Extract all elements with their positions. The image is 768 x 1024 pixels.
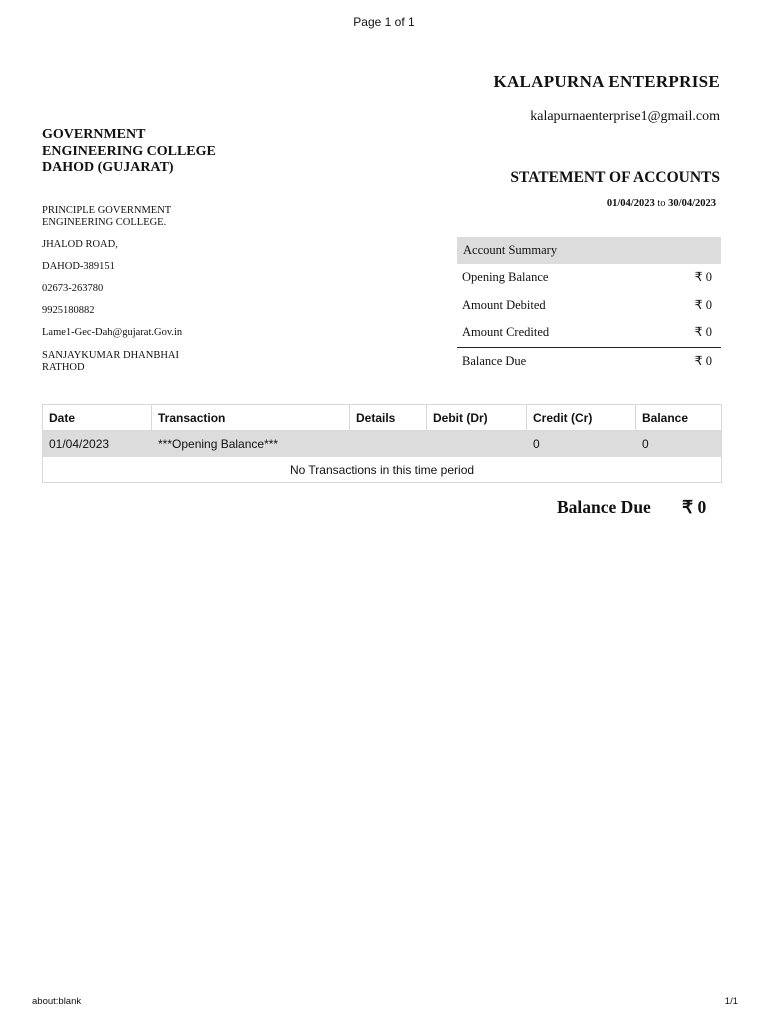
table-row (43, 431, 722, 457)
table-row-empty (43, 457, 722, 483)
summary-label: Amount Credited (462, 325, 550, 339)
cell-credit: 0 (527, 431, 636, 457)
column-header-details: Details (350, 405, 427, 431)
footer-page-count: 1/1 (724, 996, 738, 1007)
footer-url: about:blank (32, 996, 82, 1007)
summary-row-balance-due (457, 347, 721, 376)
total-balance-due-label: Balance Due (557, 497, 651, 517)
summary-amount: ₹ 0 (694, 353, 712, 368)
summary-row-opening-balance (457, 264, 721, 292)
client-phone2: 9925180882 (42, 305, 95, 316)
cell-balance: 0 (636, 431, 722, 457)
statement-title: STATEMENT OF ACCOUNTS (510, 169, 720, 186)
transactions-table (42, 404, 722, 483)
account-summary (457, 237, 721, 375)
cell-transaction: ***Opening Balance*** (152, 431, 350, 457)
summary-label: Opening Balance (462, 270, 549, 284)
summary-label: Balance Due (462, 353, 527, 368)
account-summary-title: Account Summary (457, 237, 721, 264)
statement-period (607, 198, 716, 209)
page-number-header: Page 1 of 1 (353, 15, 415, 29)
table-header-row (43, 405, 722, 431)
client-contact-name: SANJAYKUMAR DHANBHAI RATHOD (42, 350, 180, 373)
summary-row-amount-credited (457, 319, 721, 347)
column-header-credit: Credit (Cr) (527, 405, 636, 431)
column-header-balance: Balance (636, 405, 722, 431)
summary-amount: ₹ 0 (694, 297, 712, 312)
summary-amount: ₹ 0 (694, 325, 712, 339)
client-address-line2: JHALOD ROAD, (42, 239, 118, 250)
column-header-debit: Debit (Dr) (427, 405, 527, 431)
period-from: 01/04/2023 (606, 198, 655, 209)
client-name: GOVERNMENT ENGINEERING COLLEGE DAHOD (GUJARAT) (42, 127, 216, 175)
client-phone1: 02673-263780 (42, 283, 104, 294)
cell-date: 01/04/2023 (43, 431, 152, 457)
column-header-transaction: Transaction (152, 405, 350, 431)
summary-row-amount-debited (457, 292, 721, 320)
summary-amount: ₹ 0 (694, 270, 712, 284)
summary-label: Amount Debited (462, 297, 546, 312)
no-transactions-message: No Transactions in this time period (43, 457, 722, 483)
total-balance-due-value: ₹ 0 (682, 497, 707, 517)
period-to-word: to (657, 198, 666, 209)
client-address-line3: DAHOD-389151 (42, 261, 115, 272)
client-email: Lame1-Gec-Dah@gujarat.Gov.in (42, 327, 183, 338)
column-header-date: Date (43, 405, 152, 431)
company-email: kalapurnaenterprise1@gmail.com (530, 109, 720, 124)
company-name: KALAPURNA ENTERPRISE (493, 72, 720, 91)
cell-debit (427, 431, 527, 457)
client-address-line1: PRINCIPLE GOVERNMENT ENGINEERING COLLEGE. (42, 205, 172, 228)
cell-details (350, 431, 427, 457)
period-to: 30/04/2023 (668, 198, 716, 209)
